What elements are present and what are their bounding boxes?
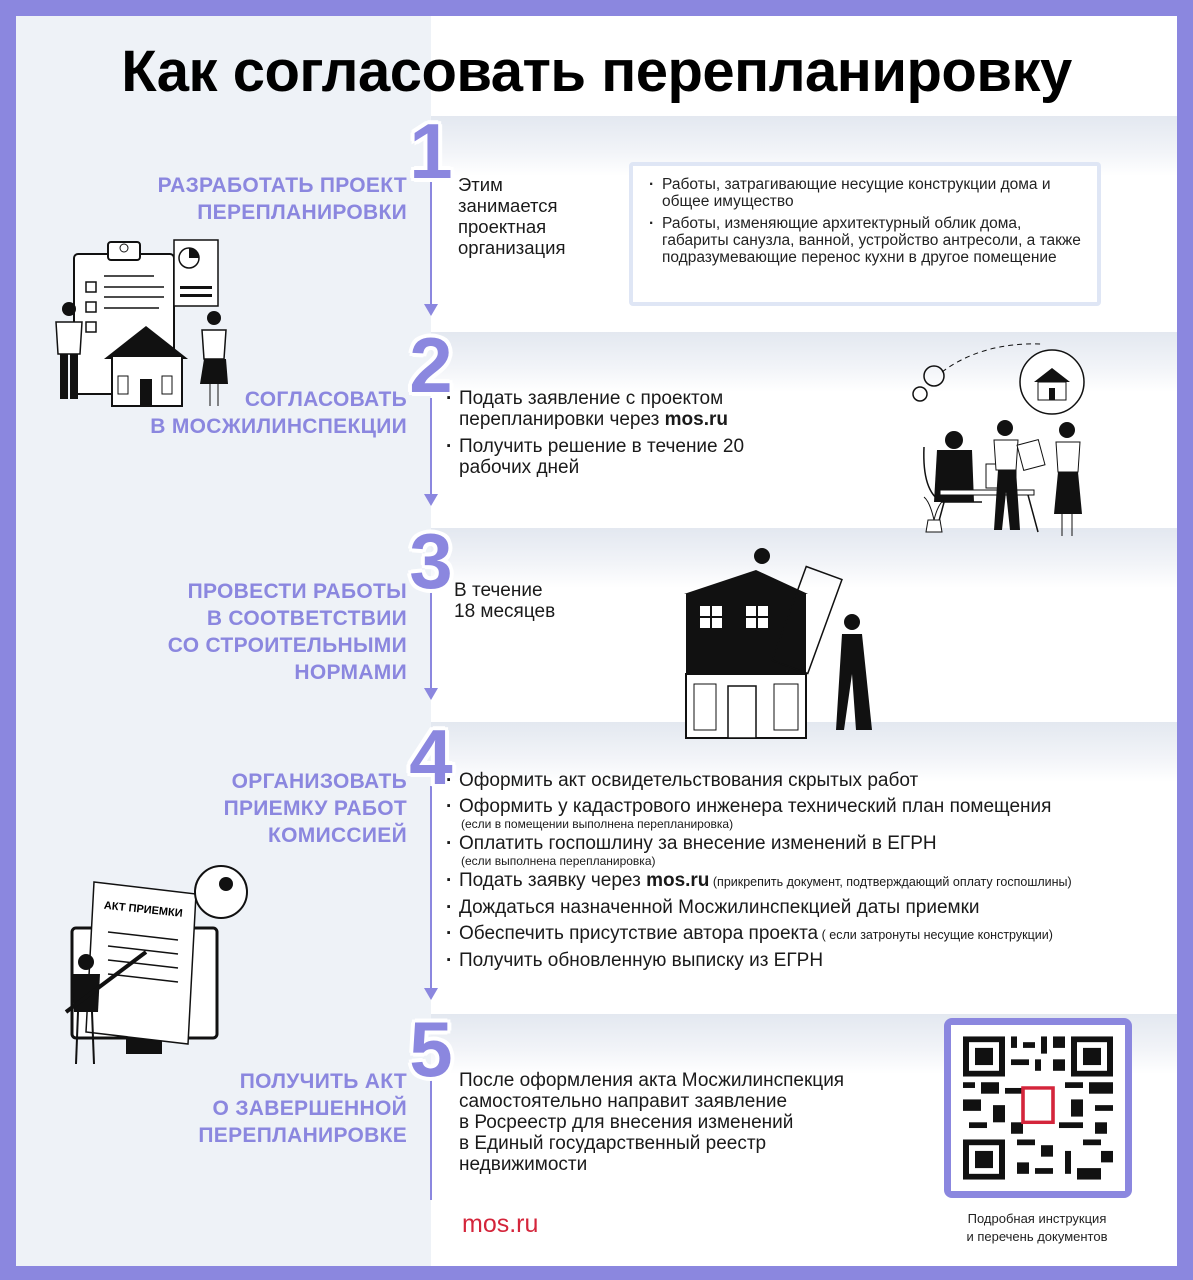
timeline-line-5 <box>430 1080 432 1200</box>
step-number-4: 4 <box>409 713 453 801</box>
list-item: · Оплатить госпошлину за внесение изменений в ЕГРН (если выполнена перепланировка) <box>446 834 1176 868</box>
step-1-text: Этим занимается проектная организация <box>458 174 566 258</box>
step-1-info-box <box>629 162 1101 306</box>
mos-ru-link[interactable]: mos.ru <box>646 870 710 891</box>
timeline-line-4 <box>430 786 432 992</box>
step-number-3: 3 <box>409 517 453 605</box>
info-box-item: · Работы, затрагивающие несущие конструкции дома и общее имущество <box>649 176 1085 210</box>
timeline-line-2 <box>430 398 432 498</box>
qr-code[interactable] <box>944 1018 1132 1198</box>
acceptance-act-illustration <box>46 852 276 1072</box>
step-number-5: 5 <box>409 1005 453 1093</box>
step-4-title: ОРГАНИЗОВАТЬ ПРИЕМКУ РАБОТ КОМИССИЕЙ <box>223 770 407 847</box>
info-box-item: · Работы, изменяющие архитектурный облик дома, габариты санузла, ванной, устройство антресоли, а также подразумевающие перенос кухни в другое помещение <box>649 215 1085 266</box>
list-item: · Оформить у кадастрового инженера технический план помещения (если в помещении выполнена перепланировка) <box>446 797 1176 831</box>
office-meeting-illustration <box>902 332 1122 542</box>
timeline-line-1 <box>430 182 432 306</box>
qr-caption: Подробная инструкция и перечень документов <box>966 1211 1108 1244</box>
list-item: · Получить решение в течение 20 рабочих дней <box>446 436 786 478</box>
step-1-title: РАЗРАБОТАТЬ ПРОЕКТ ПЕРЕПЛАНИРОВКИ <box>157 174 407 224</box>
list-item: · Оформить акт освидетельствования скрытых работ <box>446 771 1176 791</box>
list-item: · Получить обновленную выписку из ЕГРН <box>446 951 1176 971</box>
step-4-list <box>446 771 1176 977</box>
step-5-title: ПОЛУЧИТЬ АКТ О ЗАВЕРШЕННОЙ ПЕРЕПЛАНИРОВКЕ <box>198 1070 407 1147</box>
brand-logo[interactable]: mos.ru <box>462 1210 539 1238</box>
svg-text:АКТ ПРИЕМКИ: АКТ ПРИЕМКИ <box>103 899 184 920</box>
list-item: · Подать заявление с проектом перепланировки через mos.ru <box>446 388 786 430</box>
step-2-list <box>446 388 786 484</box>
list-item: · Обеспечить присутствие автора проекта ( если затронуты несущие конструкции) <box>446 924 1176 945</box>
step-number-1: 1 <box>409 107 453 195</box>
arrow-down-icon <box>424 688 438 700</box>
arrow-down-icon <box>424 988 438 1000</box>
step-2-title: СОГЛАСОВАТЬ В МОСЖИЛИНСПЕКЦИИ <box>150 388 407 438</box>
qr-code-pattern-icon <box>951 1025 1125 1191</box>
list-item: · Дождаться назначенной Мосжилинспекцией даты приемки <box>446 898 1176 918</box>
arrow-down-icon <box>424 304 438 316</box>
step-3-text: В течение 18 месяцев <box>454 580 556 622</box>
step-number-2: 2 <box>409 321 453 409</box>
infographic-frame <box>16 16 1177 1266</box>
page-title: Как согласовать перепланировку <box>121 39 1072 104</box>
mos-ru-link[interactable]: mos.ru <box>664 409 729 430</box>
step-5-text: После оформления акта Мосжилинспекция самостоятельно направит заявление в Росреестр для внесения изменений в Единый государственный реестр недвижимости <box>459 1070 845 1175</box>
step-3-title: ПРОВЕСТИ РАБОТЫ В СООТВЕТСТВИИ СО СТРОИТЕЛЬНЫМИ НОРМАМИ <box>167 580 407 684</box>
workers-house-renovation-illustration <box>676 534 896 744</box>
clipboard-house-people-illustration <box>34 234 234 409</box>
arrow-down-icon <box>424 494 438 506</box>
list-item: · Подать заявку через mos.ru (прикрепить документ, подтверждающий оплату госпошлины) <box>446 871 1176 892</box>
